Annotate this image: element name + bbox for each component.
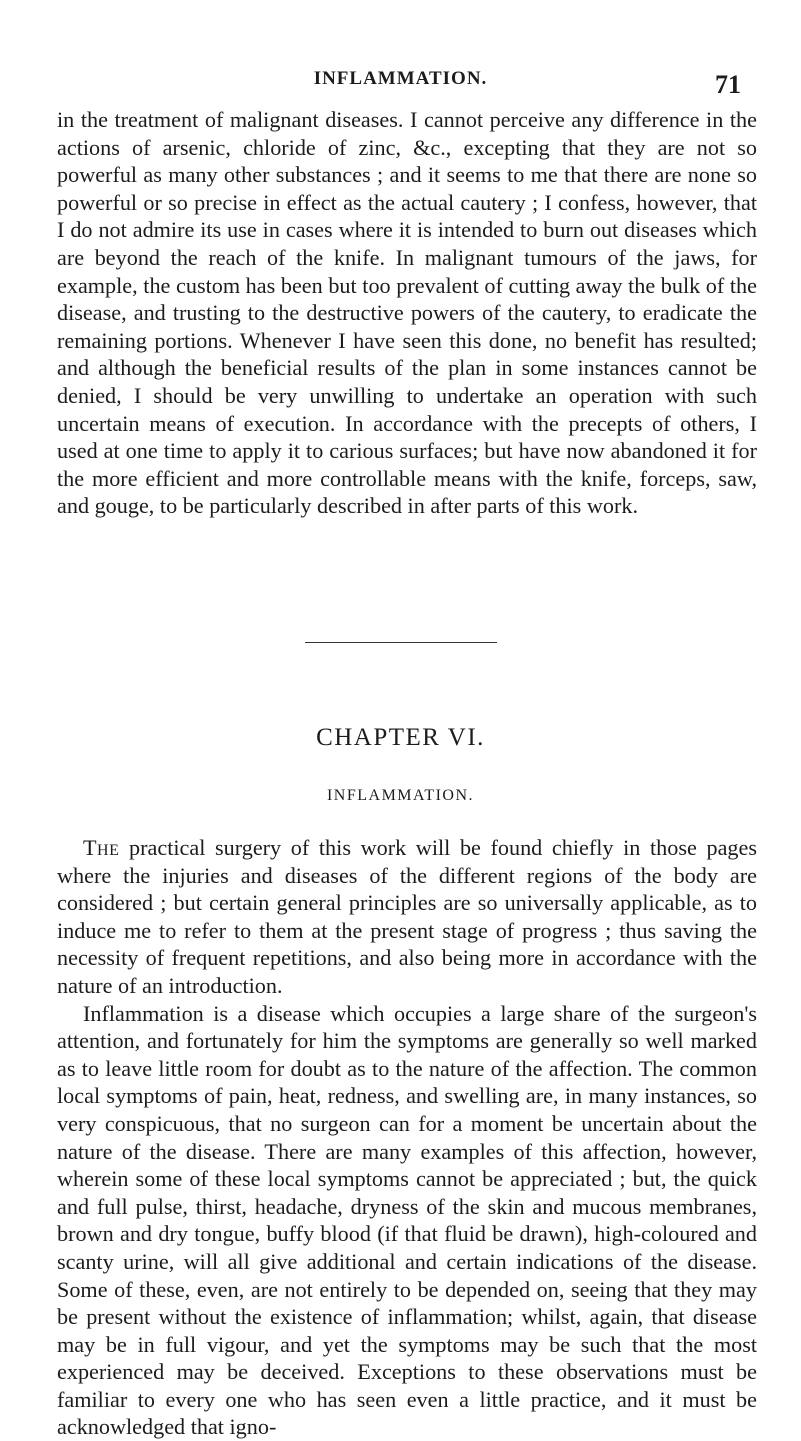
page-number: 71 <box>715 70 741 99</box>
chapter-subtitle: INFLAMMATION. <box>326 787 475 804</box>
chapter-paragraph-1 <box>57 834 757 1000</box>
section-divider <box>305 642 497 643</box>
chapter-heading: CHAPTER VI. <box>316 724 485 751</box>
continued-paragraph-block <box>57 106 757 520</box>
paragraph-text: Inflammation is a disease which occupies a large share of the surgeon's attention, and fortunately for him the symptoms are generally so well marked as to leave little room for doubt as to the nature of the affection. The common local symptoms of pain, heat, redness, and swelling are, in many instances, so very conspicuous, that no surgeon can for a moment be uncertain about the nature of the disease. There are many examples of this affection, however, wherein some of these local symptoms cannot be appreciated ; but, the quick and full pulse, thirst, headache, dryness of the skin and mucous membranes, brown and dry tongue, buffy blood (if that fluid be drawn), high-coloured and scanty urine, will all give additional and certain indications of the disease. Some of these, even, are not entirely to be depended on, seeing that they may be present without the existence of inflammation; whilst, again, that disease may be in full vigour, and yet the symptoms may be such that the most experienced may be deceived. Exceptions to these observations must be familiar to every one who has seen even a little practice, and it must be acknowledged that igno- <box>57 1000 757 1440</box>
continued-paragraph: in the treatment of malignant diseases. I cannot perceive any difference in the actions of arsenic, chloride of zinc, &c., excepting that they are not so powerful as many other substances ; and it seems to me that there are none so powerful or so precise in effect as the actual cautery ; I confess, however, that I do not admire its use in cases where it is intended to burn out diseases which are beyond the reach of the knife. In malignant tumours of the jaws, for example, the custom has been but too prevalent of cutting away the bulk of the disease, and trusting to the destructive powers of the cautery, to eradicate the remaining portions. Whenever I have seen this done, no benefit has resulted; and although the beneficial results of the plan in some instances cannot be denied, I should be very unwilling to undertake an operation with such uncertain means of execution. In accordance with the precepts of others, I used at one time to apply it to carious surfaces; but have now abandoned it for the more efficient and more controllable means with the knife, forceps, saw, and gouge, to be particularly described in after parts of this work. <box>57 107 757 519</box>
paragraph-lead-word: The <box>83 835 120 860</box>
chapter-body <box>57 834 757 1441</box>
running-head: INFLAMMATION. <box>313 68 488 89</box>
paragraph-text: practical surgery of this work will be found chiefly in those pages where the injuries and diseases of the different regions of the body are considered ; but certain general principles are so universally applicable, as to induce me to refer to them at the present stage of progress ; thus saving the necessity of frequent repetitions, and also being more in accordance with the nature of an introduction. <box>57 835 757 998</box>
chapter-paragraph-2 <box>57 1000 757 1441</box>
